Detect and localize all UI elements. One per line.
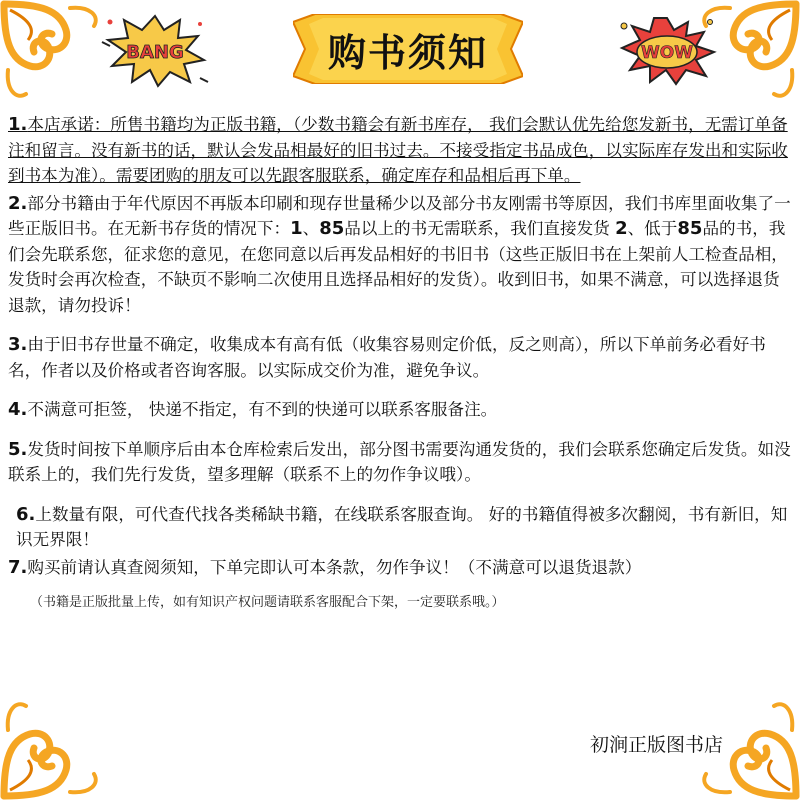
item-number: 1. [8, 114, 28, 135]
item-text: 上数量有限，可代查代找各类稀缺书籍，在线联系客服查询。 好的书籍值得被多次翻阅，书有新旧，知识无界限！ [16, 504, 788, 549]
item-number: 5. [8, 438, 28, 460]
notice-item-3 [8, 332, 792, 383]
item-text-bold: 85 [677, 218, 703, 239]
item-text: 本店承诺：所售书籍均为正版书籍，（少数书籍会有新书库存， 我们会默认优先给您发新书，无需订单备注和留言。没有新书的话，默认会发品相最好的旧书过去。不接受指定书品成色，以实际库存发出和实际收到书本为准）。需要团购的朋友可以先跟客服联系，确定库存和品相后再下单。 [8, 115, 788, 185]
page-title: 购书须知 [327, 29, 488, 75]
item-text: 不满意可拒签， 快递不指定，有不到的快递可以联系客服备注。 [27, 400, 498, 419]
item-text: 品以上的书无需联系，我们直接发货 [344, 219, 616, 238]
item-text: 、低于 [627, 219, 678, 238]
item-number: 4. [8, 399, 28, 420]
copyright-note: （书籍是正版批量上传，如有知识产权问题请联系客服配合下架，一定要联系哦。） [30, 595, 505, 610]
item-number: 2. [8, 192, 28, 214]
bang-sticker-icon [100, 12, 210, 88]
shop-name: 初涧正版图书店 [590, 734, 724, 756]
item-number: 7. [8, 556, 28, 578]
item-text: 品的书，我们会先联系您，征求您的意见，在您同意以后再发品相好的书旧书（这些正版旧书在上架前人工检查品相，发货时会再次检查，不缺页不影响二次使用且选择品相好的发货）。收到旧书，如果不满意，可以选择退货退款，请勿投诉！ [8, 219, 788, 315]
notice-item-2 [8, 191, 792, 319]
item-text: 、 [302, 219, 320, 238]
notice-item-4 [8, 397, 792, 423]
notice-item-1 [8, 112, 792, 189]
notice-content [8, 112, 792, 616]
item-number: 3. [8, 334, 28, 355]
item-text: 购买前请认真查阅须知，下单完即认可本条款，勿作争议！（不满意可以退货退款） [27, 557, 642, 577]
notice-item-5 [8, 437, 792, 488]
bang-label: BANG [126, 42, 184, 63]
notice-item-6 [8, 502, 792, 553]
item-number: 6. [16, 503, 36, 525]
item-text-bold: 2 [615, 218, 628, 239]
notice-item-7 [8, 555, 792, 581]
corner-ornament-bottom-left [0, 680, 120, 800]
item-text-bold: 85 [319, 218, 345, 239]
item-text: 部分书籍由于年代原因不再版本印刷和现存世量稀少以及部分书友刚需书等原因，我们书库里面收集了一些正版旧书。在无新书存货的情况下： [8, 193, 791, 238]
wow-sticker-icon [612, 12, 722, 88]
item-text: 由于旧书存世量不确定，收集成本有高有低（收集容易则定价低，反之则高），所以下单前务必看好书名，作者以及价格或者咨询客服。以实际成交价为准，避免争议。 [8, 335, 766, 380]
item-text-bold: 1 [290, 218, 303, 239]
wow-label: WOW [641, 43, 693, 63]
item-text: 发货时间按下单顺序后由本仓库检索后发出，部分图书需要沟通发货的，我们会联系您确定后发货。如没联系上的，我们先行发货，望多理解（联系不上的勿作争议哦）。 [8, 439, 791, 484]
